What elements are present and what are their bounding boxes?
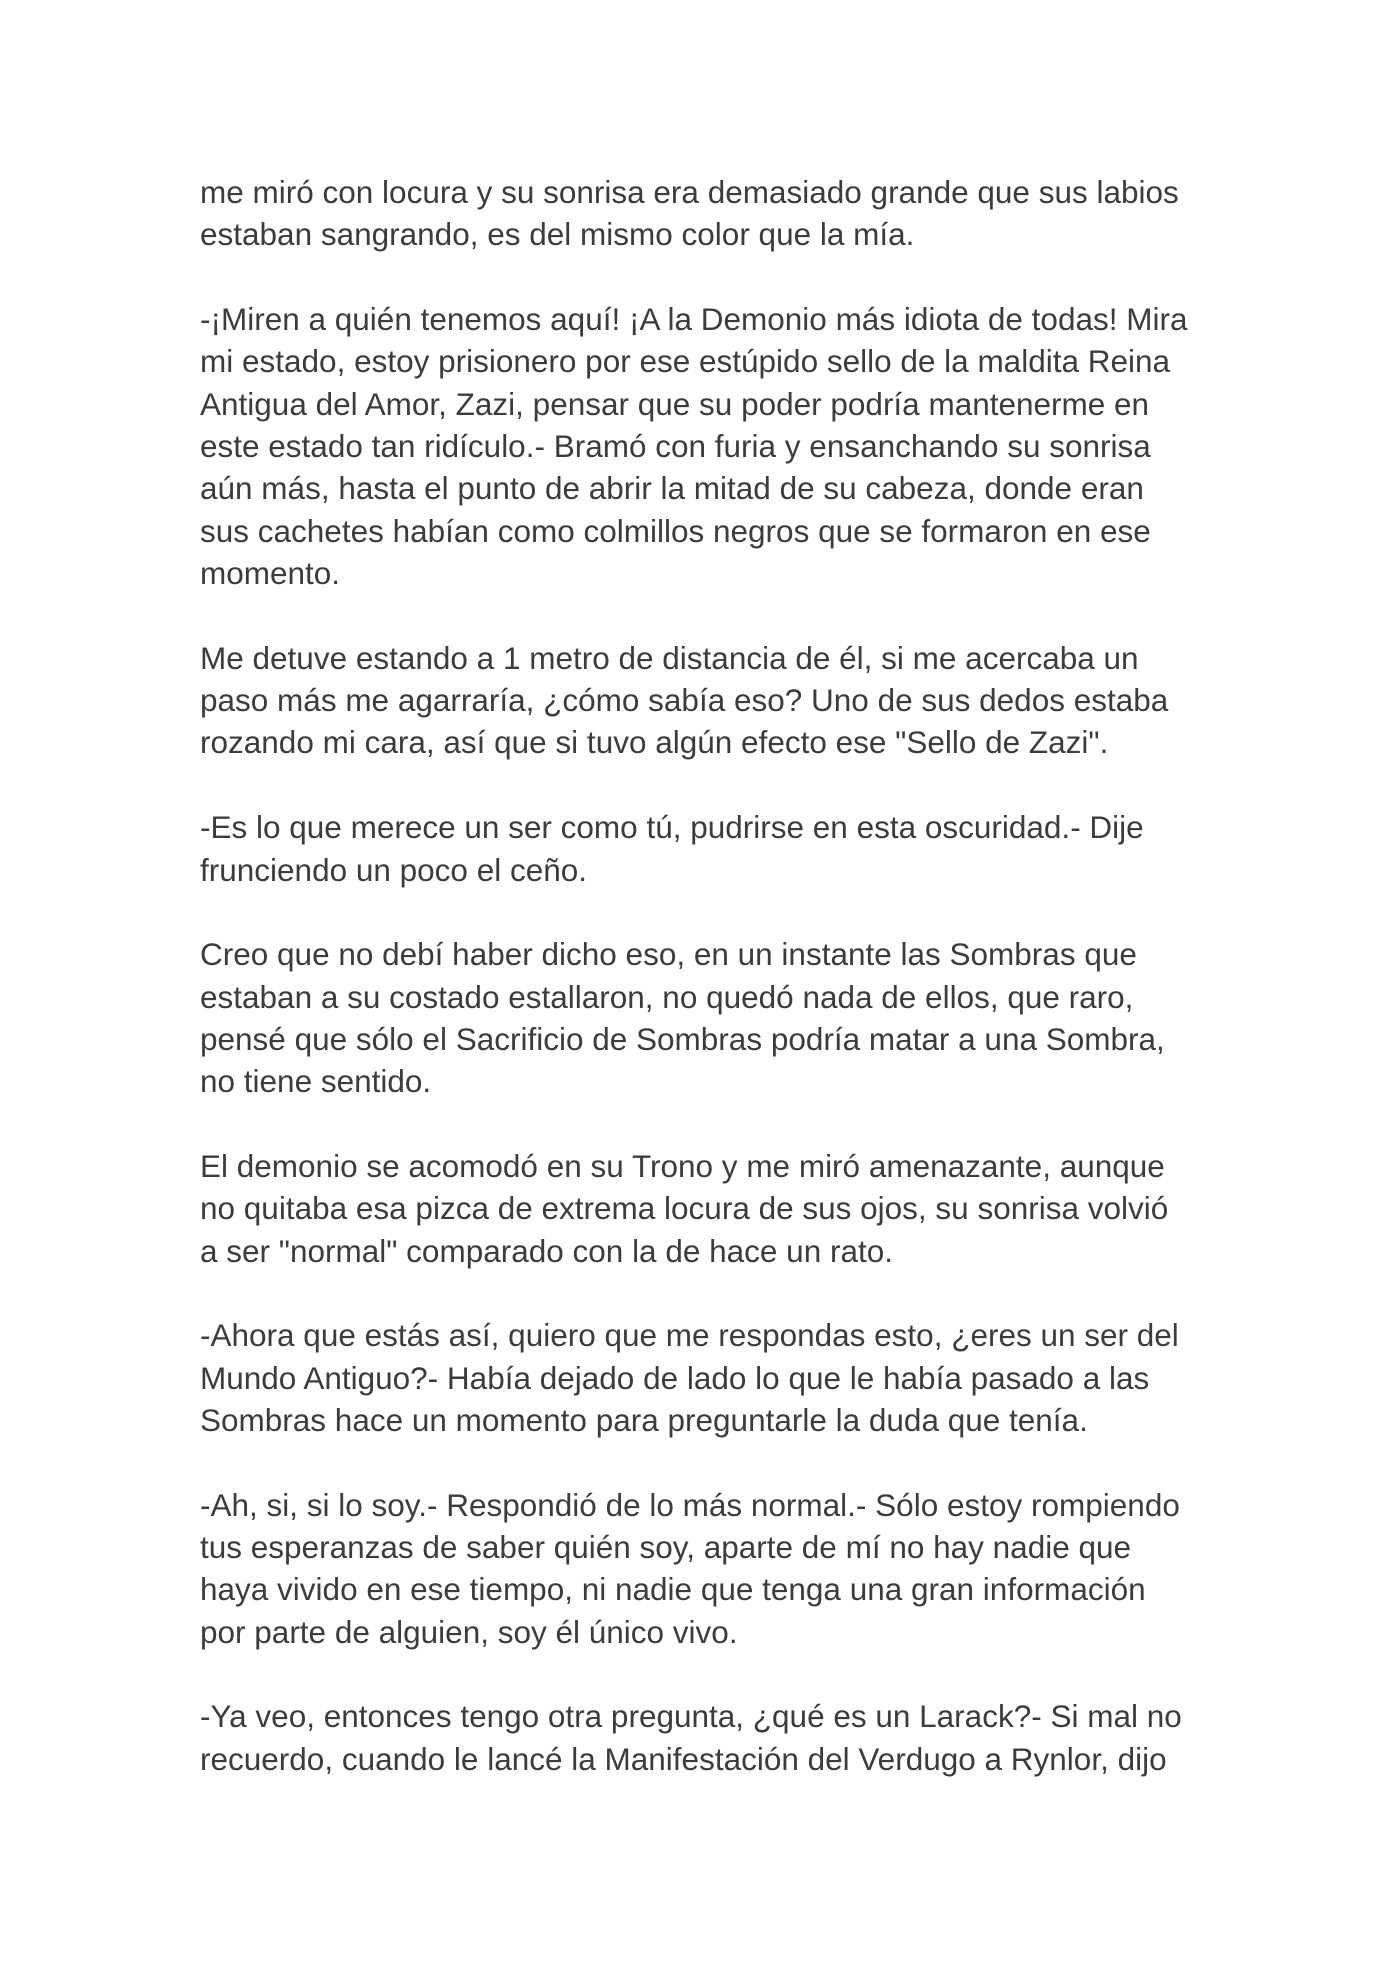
text-line: estaban sangrando, es del mismo color que la mía.	[200, 216, 915, 253]
text-line: me miró con locura y su sonrisa era demasiado grande que sus labios	[200, 174, 1179, 210]
text-line: -Ah, si, si lo soy.- Respondió de lo más normal.- Sólo estoy rompiendo	[200, 1486, 1180, 1523]
paragraph	[200, 1314, 1300, 1441]
paragraph	[200, 806, 1300, 891]
text-line: a ser "normal" comparado con la de hace un rato.	[200, 1232, 893, 1269]
document-body	[200, 171, 1300, 1780]
text-line: aún más, hasta el punto de abrir la mitad de su cabeza, donde eran	[200, 470, 1144, 507]
text-line: Sombras hace un momento para preguntarle la duda que tenía.	[200, 1401, 1088, 1438]
text-line: estaban a su costado estallaron, no quedó nada de ellos, que raro,	[200, 978, 1134, 1015]
text-line: El demonio se acomodó en su Trono y me miró amenazante, aunque	[200, 1147, 1165, 1184]
text-line: este estado tan ridículo.- Bramó con furia y ensanchando su sonrisa	[200, 428, 1151, 465]
text-line: -Ahora que estás así, quiero que me respondas esto, ¿eres un ser del	[200, 1317, 1179, 1354]
text-line: sus cachetes habían como colmillos negros que se formaron en ese	[200, 512, 1151, 549]
paragraph	[200, 298, 1300, 594]
text-line: no quitaba esa pizca de extrema locura de sus ojos, su sonrisa volvió	[200, 1190, 1169, 1227]
text-line: Antigua del Amor, Zazi, pensar que su poder podría mantenerme en	[200, 385, 1150, 422]
text-line: por parte de alguien, soy él único vivo.	[200, 1613, 738, 1650]
text-line: paso más me agarraría, ¿cómo sabía eso? Uno de sus dedos estaba	[200, 682, 1169, 719]
paragraph	[200, 1695, 1300, 1780]
paragraph	[200, 1145, 1300, 1272]
text-line: tus esperanzas de saber quién soy, aparte de mí no hay nadie que	[200, 1529, 1132, 1565]
text-line: pensé que sólo el Sacrificio de Sombras podría matar a una Sombra,	[200, 1020, 1165, 1057]
text-line: -¡Miren a quién tenemos aquí! ¡A la Demonio más idiota de todas! Mira	[200, 301, 1188, 338]
paragraph	[200, 171, 1300, 256]
paragraph	[200, 933, 1300, 1102]
text-line: -Ya veo, entonces tengo otra pregunta, ¿qué es un Larack?- Si mal no	[200, 1698, 1182, 1735]
text-line: -Es lo que merece un ser como tú, pudrirse en esta oscuridad.- Dije	[200, 809, 1144, 846]
text-line: momento.	[200, 555, 341, 592]
text-line: Me detuve estando a 1 metro de distancia de él, si me acercaba un	[200, 639, 1139, 676]
text-line: Mundo Antiguo?- Había dejado de lado lo que le había pasado a las	[200, 1359, 1150, 1396]
text-line: haya vivido en ese tiempo, ni nadie que tenga una gran información	[200, 1571, 1146, 1608]
text-line: Creo que no debí haber dicho eso, en un instante las Sombras que	[200, 936, 1137, 973]
text-line: no tiene sentido.	[200, 1063, 432, 1100]
text-line: mi estado, estoy prisionero por ese estúpido sello de la maldita Reina	[200, 343, 1171, 380]
text-line: frunciendo un poco el ceño.	[200, 851, 588, 888]
text-line: recuerdo, cuando le lancé la Manifestación del Verdugo a Rynlor, dijo	[200, 1740, 1167, 1777]
paragraph	[200, 637, 1300, 764]
paragraph	[200, 1484, 1300, 1653]
text-line: rozando mi cara, así que si tuvo algún efecto ese "Sello de Zazi".	[200, 724, 1109, 761]
